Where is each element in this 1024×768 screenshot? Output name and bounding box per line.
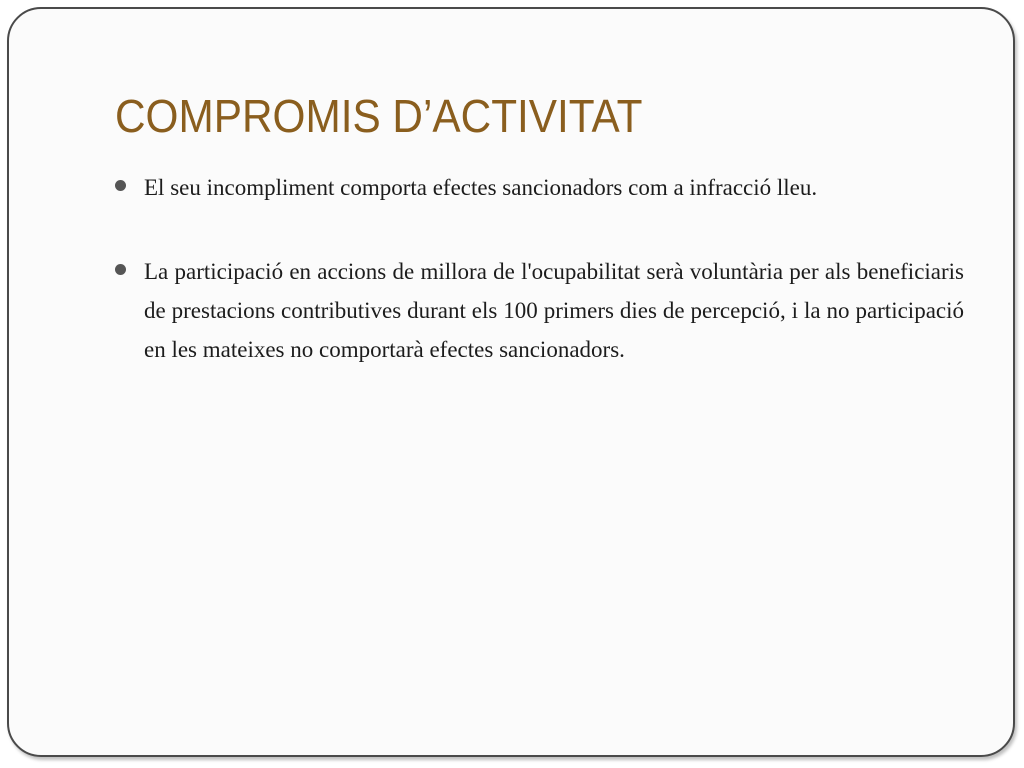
slide-title: COMPROMIS D’ACTIVITAT: [115, 90, 643, 142]
bullet-dot-icon: [115, 264, 126, 275]
bullet-item: [115, 252, 964, 369]
bullet-item: [115, 168, 964, 207]
bullet-dot-icon: [115, 180, 126, 191]
bullet-text: El seu incompliment comporta efectes sancionadors com a infracció lleu.: [144, 175, 818, 200]
bullet-list: [115, 168, 964, 414]
bullet-text: La participació en accions de millora de l'ocupabilitat serà voluntària per als beneficiaris de prestacions contributives durant els 100 primers dies de percepció, i la no participació en les mateixes no comportarà efectes sancionadors.: [144, 259, 964, 362]
